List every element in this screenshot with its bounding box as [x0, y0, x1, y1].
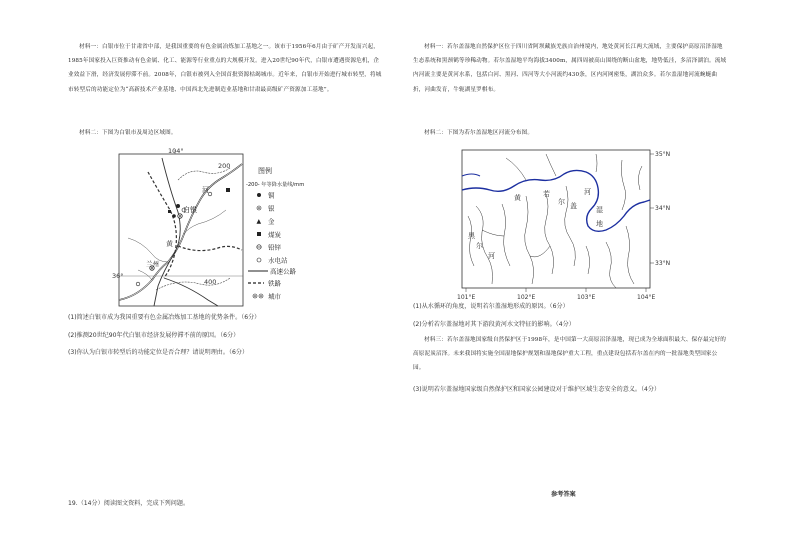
- place-char-10: 河: [488, 252, 495, 260]
- lon-label-102: 102°E: [517, 294, 536, 301]
- place-char-2: 若: [543, 190, 550, 198]
- coal-symbol: [226, 188, 230, 192]
- place-char-6: 湿: [596, 206, 603, 214]
- reference-answer-heading: 参考答案: [551, 491, 576, 498]
- place-char-7: 地: [596, 220, 603, 228]
- left-material1: 材料一：白银市位于甘肃省中部，是我国重要的有色金属冶炼加工基地之一。该市于1956年6月由于矿产开发而兴起，1985年国家投入巨资推动有色金属、化工、能源等行业重点的大规模开发。进入20世纪90年代，白银市遭遇资源危机，企业效益下滑，经济发展停滞不前。2008年，白银市被列入全国首批资源枯竭城市。近年来，白银市开始进行城市转型，将城市转型后的功能定位为“高新技术产业基地、中国西北先进制造业基地和甘肃最高级矿产资源加工基地”。: [68, 44, 382, 93]
- lon-label-103: 103°E: [577, 294, 596, 301]
- lat-label: 36°: [112, 272, 124, 280]
- right-material2: 材料二：下图为若尔盖湿地区河流分布图。: [424, 130, 534, 136]
- svg-text:▲: ▲: [256, 218, 262, 225]
- right-question-3: (3)说明若尔盖湿地国家级自然保护区和国家公园建设对于维护区域生态安全的意义。（4分）: [413, 386, 661, 393]
- city-label-baiyin: 白银: [183, 206, 197, 214]
- baiyin-map: [112, 147, 328, 310]
- river-char-he: 河: [202, 186, 209, 194]
- river-char-huang: 黄: [166, 240, 173, 248]
- copper-symbol: [176, 204, 180, 208]
- legend-title: 图例: [258, 167, 272, 175]
- right-material3: 材料三：若尔盖湿地国家级自然保护区于1998年，是中国第一大高原沼泽湿地，现已成为全球面积最大、保存最完好的高原泥炭沼泽。未来我国将实施全国湿地保护规划和湿地保护重大工程，重点建设包括若尔盖在内的一批湿地类型国家公园。: [413, 337, 727, 372]
- legend-isohyet: -200- 年等降水量线/mm: [246, 182, 305, 188]
- place-char-3: 尔: [558, 198, 565, 206]
- lat-label-34: 34°N: [655, 205, 671, 212]
- right-question-2: (2)分析若尔盖湿地对其下游段黄河水文特征的影响。（4分）: [413, 321, 575, 328]
- lon-label-104: 104°E: [637, 294, 656, 301]
- legend-copper: 铜: [268, 191, 275, 200]
- legend-railway: 铁路: [268, 279, 281, 288]
- place-char-1: 黄: [514, 194, 521, 202]
- left-material2: 材料二：下图为白银市及周边区域图。: [79, 130, 177, 136]
- legend-silver: 银: [268, 204, 275, 213]
- left-question-1: (1)简述白银市成为我国重要有色金属冶炼加工基地的优势条件。（6分）: [68, 314, 261, 321]
- ruoergai-map: [446, 146, 686, 302]
- iso-label-400: 400: [204, 278, 217, 286]
- legend-highway: 高速公路: [270, 267, 296, 276]
- lon-label-101: 101°E: [457, 294, 476, 301]
- lat-label-35: 35°N: [655, 151, 671, 158]
- place-char-9: 尔: [476, 242, 483, 250]
- question-19-intro: 19.（14分）阅读图文资料，完成下列问题。: [68, 500, 190, 507]
- left-question-3: (3)你认为白银市转型后的功能定位是否合理？请说明理由。（6分）: [68, 349, 249, 356]
- left-question-2: (2)推测20世纪90年代白银市经济发展停滞不前的原因。（6分）: [68, 332, 240, 339]
- place-char-4: 盖: [570, 202, 577, 210]
- legend-city: 城市: [268, 292, 281, 301]
- lon-label: 104°: [168, 147, 184, 155]
- city-label-lanzhou: 兰州: [146, 260, 159, 268]
- iso-label-200: 200: [218, 162, 231, 170]
- place-char-8: 黑: [468, 232, 475, 240]
- legend-coal: 煤炭: [268, 231, 281, 239]
- right-material1: 材料一：若尔盖湿地自然保护区位于四川省阿坝藏族羌族自治州境内，地处黄河长江两大流域，主要保护高原沼泽湿地生态系统和黑颈鹤等珍稀动物。若尔盖湿地平均海拔3400m，属四周被高山围绕的断山盆地，地势低洼，多沼泽湖泊。流域内河流主要是黄河水系，包括白河、黑河、四河等大小河流约430条，区内河网密集，湖泊众多。若尔盖湿地河流蜿蜒曲折，河曲发育，牛轭湖星罗棋布。: [413, 44, 727, 93]
- legend-hydro: 水电站: [268, 256, 288, 265]
- legend-gold: 金: [268, 217, 275, 226]
- right-question-1: (1)从水循环的角度，说明若尔盖湿地形成的原因。（6分）: [413, 303, 569, 310]
- lat-label-33: 33°N: [655, 260, 671, 267]
- place-char-5: 河: [584, 188, 591, 196]
- legend-leadzinc: 铅锌: [268, 243, 281, 252]
